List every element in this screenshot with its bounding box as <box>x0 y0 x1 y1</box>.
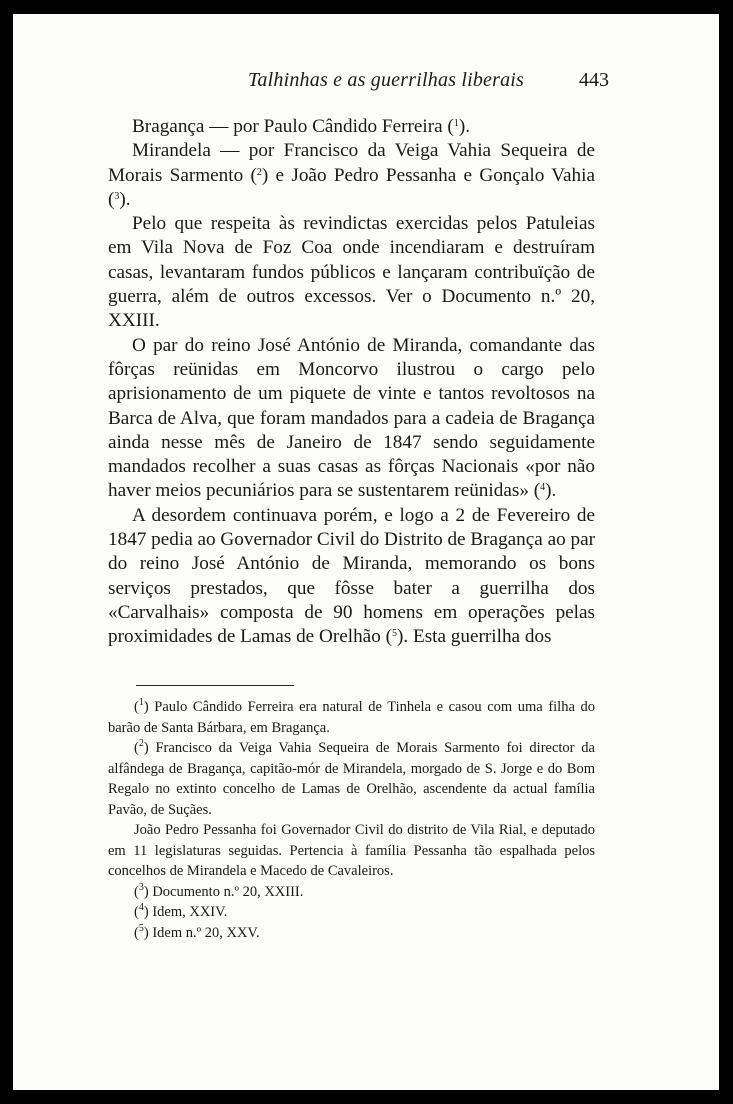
paragraph-mirandela: Mirandela — por Francisco da Veiga Vahia Sequeira de Morais Sarmento ($^2$) e João Pedro Pessanha e Gonçalo Vahia ($^3$). <box>108 140 595 210</box>
footnote-5: ($^5$) Idem n.º 20, XXV. <box>134 922 260 941</box>
footnote-ref: 4 <box>540 482 546 494</box>
footnote-2-continued: João Pedro Pessanha foi Governador Civil do distrito de Vila Rial, e deputado em 11 legislaturas seguidas. Pertencia à família Pessanha tão espalhada pelos concelhos de Mirandela e Macedo de Cavaleiros. <box>108 822 595 879</box>
running-title: Talhinhas e as guerrilhas liberais <box>247 69 525 91</box>
paragraph-braganca: Bragança — por Paulo Cândido Ferreira ($^1$). <box>132 116 471 137</box>
paragraph-miranda: O par do reino José António de Miranda, comandante das fôrças reünidas em Moncorvo ilustrou o cargo pelo aprisionamento de um piquete de vinte e tantos revoltosos na Barca de Alva, que foram mandados para a cadeia de Bragança ainda nesse mês de Janeiro de 1847 sendo seguidamente mandados recolher a suas casas as fôrças Nacionais «por não haver meios pecuniários para se sustentarem reünidas» ($^4$). <box>108 334 595 502</box>
footnote-2: ($^2$) Francisco da Veiga Vahia Sequeira de Morais Sarmento foi director da alfândega de Bragança, capitão-mór de Mirandela, morgado de S. Jorge e do Bom Regalo no extinto concelho de Lamas de Orelhão, ascendente da actual família Pavão, de Suçães. <box>108 738 595 818</box>
footnotes <box>108 697 595 943</box>
body-text <box>108 115 595 650</box>
footnote-3: ($^3$) Documento n.º 20, XXIII. <box>134 881 304 900</box>
footnote-ref: 2 <box>256 166 262 178</box>
page-number: 443 <box>579 69 609 91</box>
footnote-ref: 3 <box>114 190 120 202</box>
paragraph-desordem: A desordem continuava porém, e logo a 2 de Fevereiro de 1847 pedia ao Governador Civil do Distrito de Bragança ao par do reino José António de Miranda, memorando os bons serviços prestados, que fôsse bater a guerrilha dos «Carvalhais» composta de 90 homens em operações pelas proximidades de Lamas de Orelhão ($^5$). Esta guerrilha dos <box>108 504 596 648</box>
book-page <box>13 14 719 1090</box>
footnote-4: ($^4$) Idem, XXIV. <box>134 902 228 920</box>
footnote-divider <box>136 685 294 686</box>
footnote-1: ($^1$) Paulo Cândido Ferreira era natural de Tinhela e casou com uma filha do barão de Santa Bárbara, em Bragança. <box>108 697 595 736</box>
page-header <box>13 69 719 99</box>
footnote-ref: 5 <box>391 628 397 640</box>
footnote-ref: 1 <box>453 118 459 129</box>
paragraph-patuleias: Pelo que respeita às revindictas exercidas pelos Patuleias em Vila Nova de Foz Coa onde incendiaram e destruíram casas, levantaram fundos públicos e lançaram contribuïção de guerra, além de outros excessos. Ver o Documento n.º 20, XXIII. <box>108 213 595 332</box>
